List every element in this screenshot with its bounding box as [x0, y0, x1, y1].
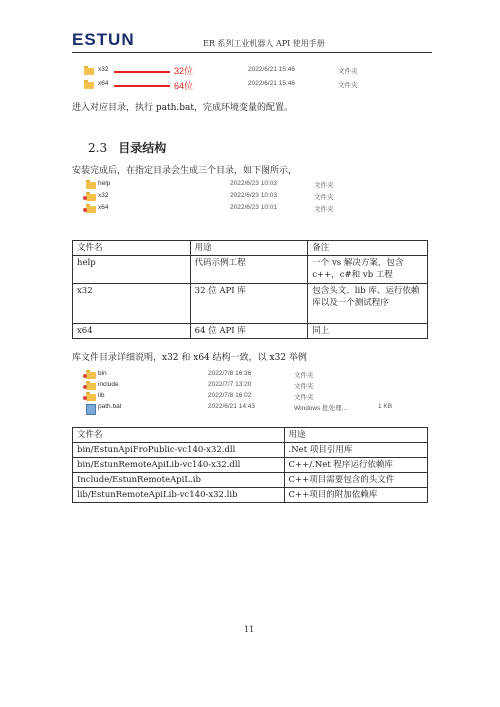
table-cell: Include/EstunRemoteApiL.ib	[73, 473, 285, 488]
file-date: 2022/7/7 13:20	[208, 381, 252, 388]
table-row	[73, 488, 428, 503]
file-name: help	[98, 180, 111, 187]
table-cell: 包含头文、lib 库、运行依赖库以及一个测试程序	[308, 284, 428, 324]
table-cell: .Net 项目引用库	[284, 443, 427, 458]
table-header-cell: 备注	[308, 241, 428, 256]
table-header-row	[73, 241, 428, 256]
locked-folder-icon	[86, 383, 96, 390]
folder-icon	[84, 68, 94, 75]
file-type: 文件夹	[314, 194, 334, 201]
table-cell: x64	[73, 324, 191, 339]
locked-folder-icon	[86, 194, 96, 201]
table-cell: lib/EstunRemoteApiLib-vc140-x32.lib	[73, 488, 285, 503]
lib-file-table	[72, 427, 428, 503]
annotation-label: 32位	[174, 66, 194, 76]
table-row	[73, 256, 428, 284]
list-item[interactable]	[82, 392, 422, 403]
list-item[interactable]	[82, 381, 422, 392]
section-title: 目录结构	[118, 141, 167, 155]
file-type: 文件夹	[294, 394, 314, 401]
list-item[interactable]	[82, 180, 382, 191]
locked-folder-icon	[86, 394, 96, 401]
file-date: 2022/6/23 10:01	[230, 204, 277, 211]
file-name: path.bat	[98, 403, 122, 410]
dir-file-list	[82, 180, 382, 216]
file-name: x64	[98, 80, 109, 87]
list-item[interactable]	[82, 66, 382, 77]
list-item[interactable]	[82, 370, 422, 381]
list-item[interactable]	[82, 80, 382, 91]
folder-icon	[86, 182, 96, 189]
file-date: 2022/7/8 16:02	[208, 392, 252, 399]
file-name: x64	[98, 204, 109, 211]
table-header-cell: 文件名	[73, 241, 191, 256]
file-type: 文件夹	[338, 82, 358, 89]
file-name: lib	[98, 392, 105, 399]
table-row	[73, 458, 428, 473]
list-item[interactable]	[82, 192, 382, 203]
file-date: 2022/7/8 16:36	[208, 370, 252, 377]
section-number: 2.3	[88, 141, 108, 155]
file-type: Windows 批处理...	[294, 405, 348, 412]
table-cell: help	[73, 256, 191, 284]
file-type: 文件夹	[314, 206, 334, 213]
annotation-arrow-line	[114, 71, 170, 73]
file-type: 文件夹	[294, 372, 314, 379]
annotation-label: 64位	[174, 81, 194, 91]
table-cell: 同上	[308, 324, 428, 339]
file-type: 文件夹	[294, 383, 314, 390]
table-cell: 代码示例工程	[190, 256, 308, 284]
file-name: bin	[98, 370, 107, 377]
annotation-arrow-line	[114, 85, 170, 87]
header-divider	[72, 52, 432, 53]
table-header-cell: 用途	[190, 241, 308, 256]
table-cell: x32	[73, 284, 191, 324]
file-name: include	[98, 381, 119, 388]
file-date: 2022/6/23 10:03	[230, 192, 277, 199]
file-type: 文件夹	[338, 68, 358, 75]
header-title: ER 系列工业机器人 API 使用手册	[203, 39, 325, 48]
paragraph-lib-desc: 库文件目录详细说明，x32 和 x64 结构一致，以 x32 举例	[72, 353, 307, 363]
table-cell: 一个 vs 解决方案，包含 c++，c#和 vb 工程	[308, 256, 428, 284]
folder-icon	[84, 82, 94, 89]
table-row	[73, 284, 428, 324]
file-size: 1 KB	[378, 403, 393, 410]
table-cell: bin/EstunRemoteApiLib-vc140-x32.dll	[73, 458, 285, 473]
lib-file-list	[82, 370, 422, 418]
table-cell: bin/EstunApiFroPublic-vc140-x32.dll	[73, 443, 285, 458]
table-header-row	[73, 428, 428, 443]
table-cell: 64 位 API 库	[190, 324, 308, 339]
table-header-cell: 文件名	[73, 428, 285, 443]
file-type: 文件夹	[314, 182, 334, 189]
page-number: 11	[244, 625, 255, 634]
batch-file-icon	[86, 404, 96, 415]
table-row	[73, 473, 428, 488]
locked-folder-icon	[86, 372, 96, 379]
table-header-cell: 用途	[284, 428, 427, 443]
file-date: 2022/6/21 14:43	[208, 403, 255, 410]
table-row	[73, 443, 428, 458]
file-date: 2022/6/21 15:46	[248, 66, 295, 73]
table-cell: C++/.Net 程序运行依赖库	[284, 458, 427, 473]
file-date: 2022/6/21 15:46	[248, 80, 295, 87]
locked-folder-icon	[86, 206, 96, 213]
file-name: x32	[98, 192, 109, 199]
table-row	[73, 324, 428, 339]
section-heading	[88, 137, 166, 156]
paragraph-install: 安装完成后，在指定目录会生成三个目录，如下图所示，	[72, 166, 298, 176]
table-cell: C++项目的附加依赖库	[284, 488, 427, 503]
table-cell: C++项目需要包含的头文件	[284, 473, 427, 488]
table-cell: 32 位 API 库	[190, 284, 308, 324]
directory-table	[72, 240, 428, 339]
list-item[interactable]	[82, 403, 422, 414]
file-date: 2022/6/23 10:03	[230, 180, 277, 187]
list-item[interactable]	[82, 204, 382, 215]
estun-logo: ESTUN	[72, 30, 135, 49]
top-file-list	[82, 64, 382, 92]
file-name: x32	[98, 66, 109, 73]
paragraph-path-config: 进入对应目录，执行 path.bat，完成环境变量的配置。	[72, 103, 294, 113]
